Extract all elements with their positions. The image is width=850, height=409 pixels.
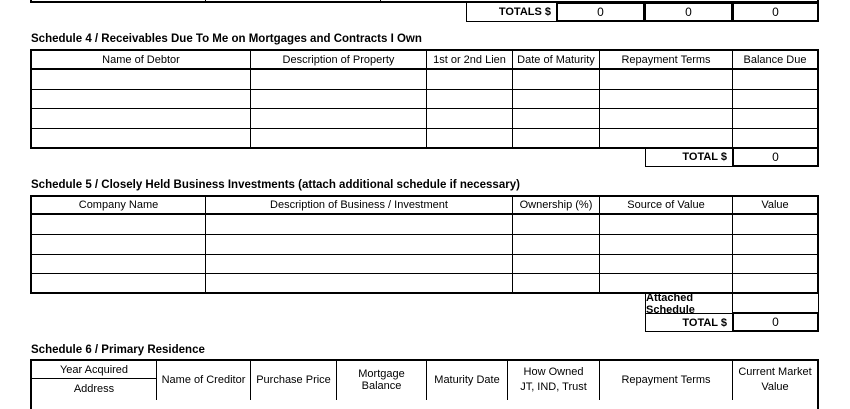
top-totals-label: TOTALS $ <box>466 3 557 22</box>
schedule5-col-value: Value <box>761 199 789 211</box>
schedule5-total-value[interactable]: 0 <box>732 312 819 332</box>
schedule6-col-mortgage-balance: Mortgage Balance <box>358 367 405 392</box>
schedule6-col-name-of-creditor: Name of Creditor <box>161 373 246 386</box>
schedule6-col-maturity-date: Maturity Date <box>434 373 500 386</box>
schedule5-attached-box[interactable] <box>732 294 819 313</box>
schedule4-col-description-of-property: Description of Property <box>282 53 395 66</box>
schedule4-total-label: TOTAL $ <box>645 148 733 167</box>
schedule4-row-line <box>30 108 819 109</box>
schedule6-col-address: Address <box>73 382 115 395</box>
schedule4-total-value[interactable]: 0 <box>732 147 819 167</box>
schedule5-col-company-name: Company Name <box>78 199 159 211</box>
schedule4-col-lien: 1st or 2nd Lien <box>433 53 506 66</box>
top-total-value-2[interactable]: 0 <box>644 2 733 22</box>
schedule6-col-year-acquired: Year Acquired <box>59 363 129 376</box>
schedule4-col-date-of-maturity: Date of Maturity <box>517 53 595 66</box>
schedule6-col-current-market-value: Current Market Value <box>738 365 812 393</box>
schedule4-row-line <box>30 89 819 90</box>
schedule6-col-how-owned: How Owned JT, IND, Trust <box>520 365 587 393</box>
top-table-divider <box>380 0 381 3</box>
schedule4-title: Schedule 4 / Receivables Due To Me on Mortgages and Contracts I Own <box>31 33 422 45</box>
schedule5-col-ownership: Ownership (%) <box>519 199 593 211</box>
schedule6-col-purchase-price: Purchase Price <box>256 373 331 386</box>
schedule5-attached-label: Attached Schedule <box>645 294 733 313</box>
schedule5-row-line <box>30 254 819 255</box>
schedule4-col-name-of-debtor: Name of Debtor <box>102 53 180 66</box>
schedule4-row-line <box>30 128 819 129</box>
schedule6-col-repayment-terms: Repayment Terms <box>621 373 711 386</box>
top-total-value-3[interactable]: 0 <box>732 2 819 22</box>
top-total-value-1[interactable]: 0 <box>556 2 645 22</box>
schedule5-col-source-of-value: Source of Value <box>627 199 705 211</box>
schedule5-total-label: TOTAL $ <box>645 313 733 332</box>
schedule5-header-line <box>30 213 819 215</box>
schedule6-title: Schedule 6 / Primary Residence <box>31 344 205 356</box>
schedule4-col-balance-due: Balance Due <box>743 53 807 66</box>
schedule5-row-line <box>30 234 819 235</box>
schedule4-header-line <box>30 68 819 70</box>
top-table-divider <box>205 0 206 3</box>
schedule4-col-repayment-terms: Repayment Terms <box>621 53 711 66</box>
schedule5-title: Schedule 5 / Closely Held Business Investments (attach additional schedule if necessary) <box>31 179 520 191</box>
schedule5-row-line <box>30 273 819 274</box>
schedule5-col-description: Description of Business / Investment <box>270 199 448 211</box>
